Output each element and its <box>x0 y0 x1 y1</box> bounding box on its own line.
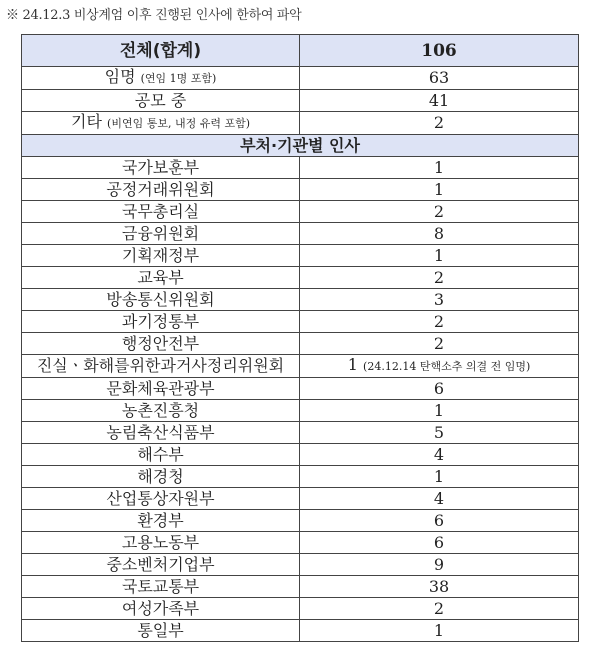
agency-count <box>300 576 579 598</box>
agency-count <box>300 267 579 289</box>
agency-count <box>300 355 579 378</box>
table-row <box>22 554 579 576</box>
section-header-row <box>22 135 579 157</box>
agency-name: 교육부 <box>22 267 300 289</box>
count-value: 1 <box>433 157 445 177</box>
table-row <box>22 532 579 554</box>
table-row <box>22 620 579 642</box>
count-value: 6 <box>433 378 445 398</box>
agency-name: 중소벤처기업부 <box>22 554 300 576</box>
summary-value: 41 <box>300 90 579 112</box>
agency-name: 고용노동부 <box>22 532 300 554</box>
agency-name: 문화체육관광부 <box>22 378 300 400</box>
count-value: 2 <box>433 201 445 221</box>
table-row <box>22 488 579 510</box>
agency-count <box>300 311 579 333</box>
agency-name: 국가보훈부 <box>22 157 300 179</box>
agency-count <box>300 333 579 355</box>
agency-name: 농림축산식품부 <box>22 422 300 444</box>
summary-row <box>22 90 579 112</box>
count-value: 1 <box>433 179 445 199</box>
count-value: 4 <box>433 444 445 464</box>
count-value: 1 <box>433 245 445 265</box>
count-value: 1 <box>433 400 445 420</box>
agency-count <box>300 400 579 422</box>
agency-count <box>300 223 579 245</box>
agency-name: 방송통신위원회 <box>22 289 300 311</box>
count-value: 2 <box>433 311 445 331</box>
agency-name: 해경청 <box>22 466 300 488</box>
count-note: (24.12.14 탄핵소추 의결 전 임명) <box>363 360 531 373</box>
table-row <box>22 311 579 333</box>
agency-name: 진실ㆍ화해를위한과거사정리위원회 <box>22 355 300 378</box>
total-row <box>22 35 579 67</box>
agency-name: 행정안전부 <box>22 333 300 355</box>
agency-count <box>300 179 579 201</box>
total-label: 전체(합계) <box>22 35 300 67</box>
summary-label: 기타 (비연임 통보, 내정 유력 포함) <box>22 112 300 135</box>
agency-count <box>300 378 579 400</box>
agency-count <box>300 554 579 576</box>
table-row <box>22 267 579 289</box>
count-value: 5 <box>433 422 445 442</box>
table-row <box>22 466 579 488</box>
agency-count <box>300 510 579 532</box>
count-value: 38 <box>428 576 450 596</box>
agency-name: 통일부 <box>22 620 300 642</box>
table-row <box>22 223 579 245</box>
agency-name: 산업통상자원부 <box>22 488 300 510</box>
agency-count <box>300 201 579 223</box>
table-row <box>22 333 579 355</box>
summary-label: 공모 중 <box>22 90 300 112</box>
agency-name: 국토교통부 <box>22 576 300 598</box>
agency-name: 해수부 <box>22 444 300 466</box>
count-value: 8 <box>433 223 445 243</box>
total-value: 106 <box>300 35 579 67</box>
agency-count <box>300 466 579 488</box>
agency-count <box>300 598 579 620</box>
appointments-table <box>21 34 579 642</box>
count-value: 2 <box>433 267 445 287</box>
scope-note: ※ 24.12.3 비상계엄 이후 진행된 인사에 한하여 파악 <box>6 8 302 23</box>
summary-value: 2 <box>300 112 579 135</box>
table-row <box>22 422 579 444</box>
agency-name: 환경부 <box>22 510 300 532</box>
table-row <box>22 510 579 532</box>
table-row <box>22 157 579 179</box>
agency-name: 국무총리실 <box>22 201 300 223</box>
agency-count <box>300 289 579 311</box>
count-value: 2 <box>433 333 445 353</box>
agency-name: 공정거래위원회 <box>22 179 300 201</box>
agency-name: 여성가족부 <box>22 598 300 620</box>
summary-row <box>22 112 579 135</box>
agency-rows <box>22 157 579 642</box>
agency-name: 금융위원회 <box>22 223 300 245</box>
table-row <box>22 245 579 267</box>
table-row <box>22 355 579 378</box>
agency-count <box>300 488 579 510</box>
table-row <box>22 378 579 400</box>
count-value: 1 <box>433 620 445 640</box>
agency-name: 기획재정부 <box>22 245 300 267</box>
summary-label: 임명 (연임 1명 포함) <box>22 67 300 90</box>
agency-count <box>300 245 579 267</box>
count-value: 9 <box>433 554 445 574</box>
table-row <box>22 201 579 223</box>
count-value: 3 <box>433 289 445 309</box>
table-row <box>22 598 579 620</box>
table-row <box>22 400 579 422</box>
count-value: 6 <box>433 510 445 530</box>
table-row <box>22 444 579 466</box>
agency-name: 농촌진흥청 <box>22 400 300 422</box>
agency-name: 과기정통부 <box>22 311 300 333</box>
agency-count <box>300 422 579 444</box>
summary-row <box>22 67 579 90</box>
table-row <box>22 289 579 311</box>
table-row <box>22 576 579 598</box>
count-value: 4 <box>433 488 445 508</box>
agency-count <box>300 532 579 554</box>
count-value: 2 <box>433 598 445 618</box>
agency-count <box>300 444 579 466</box>
table-row <box>22 179 579 201</box>
agency-count <box>300 157 579 179</box>
count-value: 1 <box>433 466 445 486</box>
summary-value: 63 <box>300 67 579 90</box>
count-value: 1 <box>347 355 358 374</box>
count-value: 6 <box>433 532 445 552</box>
section-title: 부처·기관별 인사 <box>22 135 579 157</box>
agency-count <box>300 620 579 642</box>
